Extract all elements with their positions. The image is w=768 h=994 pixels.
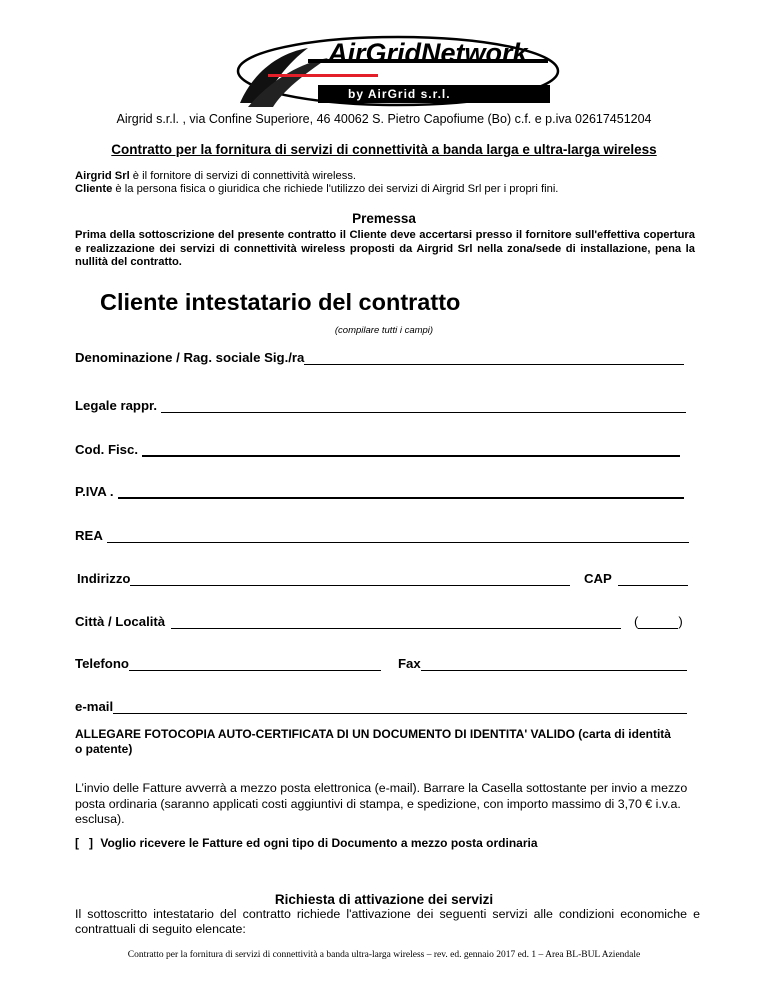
definition-airgrid: Airgrid Srl è il fornitore di servizi di connettività wireless.	[75, 170, 357, 182]
label-cap: CAP	[584, 571, 612, 586]
field-cap[interactable]	[584, 571, 688, 586]
posta-ordinaria-option[interactable]	[75, 836, 538, 850]
input-line-denominazione[interactable]	[304, 352, 684, 365]
prov-close-paren: )	[678, 614, 683, 629]
label-fax: Fax	[398, 656, 421, 671]
company-logo	[228, 33, 560, 113]
definition-cliente: Cliente è la persona fisica o giuridica che richiede l'utilizzo dei servizi di Airgrid Srl per i propri fini.	[75, 183, 559, 195]
definitions	[75, 170, 558, 196]
label-codfisc: Cod. Fisc.	[75, 442, 139, 457]
label-denominazione: Denominazione / Rag. sociale Sig./ra	[75, 350, 305, 365]
label-rea: REA	[75, 528, 103, 543]
richiesta-heading: Richiesta di attivazione dei servizi	[274, 892, 494, 907]
label-telefono: Telefono	[75, 656, 129, 671]
richiesta-text: Il sottoscritto intestatario del contratto richiede l'attivazione dei seguenti servizi alle condizioni economiche e contrattuali di seguito elencate:	[75, 907, 700, 936]
checkbox-label: Voglio ricevere le Fatture ed ogni tipo di Documento a mezzo posta ordinaria	[100, 836, 538, 850]
field-piva[interactable]	[75, 484, 684, 499]
input-line-provincia[interactable]	[638, 616, 678, 629]
input-line-rea[interactable]	[107, 530, 689, 543]
label-piva: P.IVA .	[75, 484, 114, 499]
field-telefono[interactable]	[75, 656, 381, 671]
field-provincia[interactable]	[634, 614, 683, 629]
label-citta: Città / Località	[75, 614, 166, 629]
field-indirizzo[interactable]	[77, 571, 570, 586]
checkbox-posta-ordinaria[interactable]: [ ]	[75, 836, 93, 850]
input-line-telefono[interactable]	[129, 658, 381, 671]
input-line-email[interactable]	[113, 701, 687, 714]
input-line-indirizzo[interactable]	[130, 573, 570, 586]
input-line-codfisc[interactable]	[142, 443, 680, 457]
compilare-note: (compilare tutti i campi)	[334, 325, 434, 336]
logo-sub-text: by AirGrid s.r.l.	[348, 87, 451, 101]
field-fax[interactable]	[398, 656, 687, 671]
input-line-citta[interactable]	[171, 616, 621, 629]
field-codfisc[interactable]	[75, 442, 680, 457]
logo-brand-text: AirGridNetwork	[328, 38, 528, 68]
label-legale: Legale rappr.	[75, 398, 158, 413]
invio-fatture-text: L’invio delle Fatture avverrà a mezzo posta elettronica (e-mail). Barrare la Casella sottostante per invio a mezzo posta ordinaria (saranno applicati costi aggiuntivi di stampa, e spedizione, con importo massimo di 3,70 € i.v.a. esclusa).	[75, 781, 688, 826]
cliente-heading: Cliente intestatario del contratto	[100, 289, 461, 315]
input-line-cap[interactable]	[618, 573, 688, 586]
label-email: e-mail	[75, 699, 114, 714]
allegare-notice: ALLEGARE FOTOCOPIA AUTO-CERTIFICATA DI UN DOCUMENTO DI IDENTITA' VALIDO (carta di identità o patente)	[75, 727, 671, 756]
field-rea[interactable]	[75, 528, 689, 543]
field-legale[interactable]	[75, 398, 686, 413]
field-denominazione[interactable]	[75, 350, 684, 365]
document-title: Contratto per la fornitura di servizi di connettività a banda larga e ultra-larga wireless	[111, 142, 657, 157]
prov-open-paren: (	[634, 614, 639, 629]
page-footer: Contratto per la fornitura di servizi di connettività a banda ultra-larga wireless – rev. ed. gennaio 2017 ed. 1 – Area BL-BUL Aziendale	[127, 950, 641, 960]
premessa-heading: Premessa	[352, 211, 416, 226]
premessa-text: Prima della sottoscrizione del presente contratto il Cliente deve accertarsi presso il fornitore sull'effettiva copertura e realizzazione dei servizi di connettività wireless proposti da Airgrid Srl nella zona/sede di installazione, pena la nullità del contratto.	[75, 229, 695, 268]
field-email[interactable]	[75, 699, 687, 714]
input-line-piva[interactable]	[118, 485, 684, 499]
label-indirizzo: Indirizzo	[77, 571, 131, 586]
company-address: Airgrid s.r.l. , via Confine Superiore, 46 40062 S. Pietro Capofiume (Bo) c.f. e p.iva 02617451204	[116, 112, 652, 126]
input-line-legale[interactable]	[161, 400, 686, 413]
field-citta[interactable]	[75, 614, 621, 629]
input-line-fax[interactable]	[421, 658, 687, 671]
